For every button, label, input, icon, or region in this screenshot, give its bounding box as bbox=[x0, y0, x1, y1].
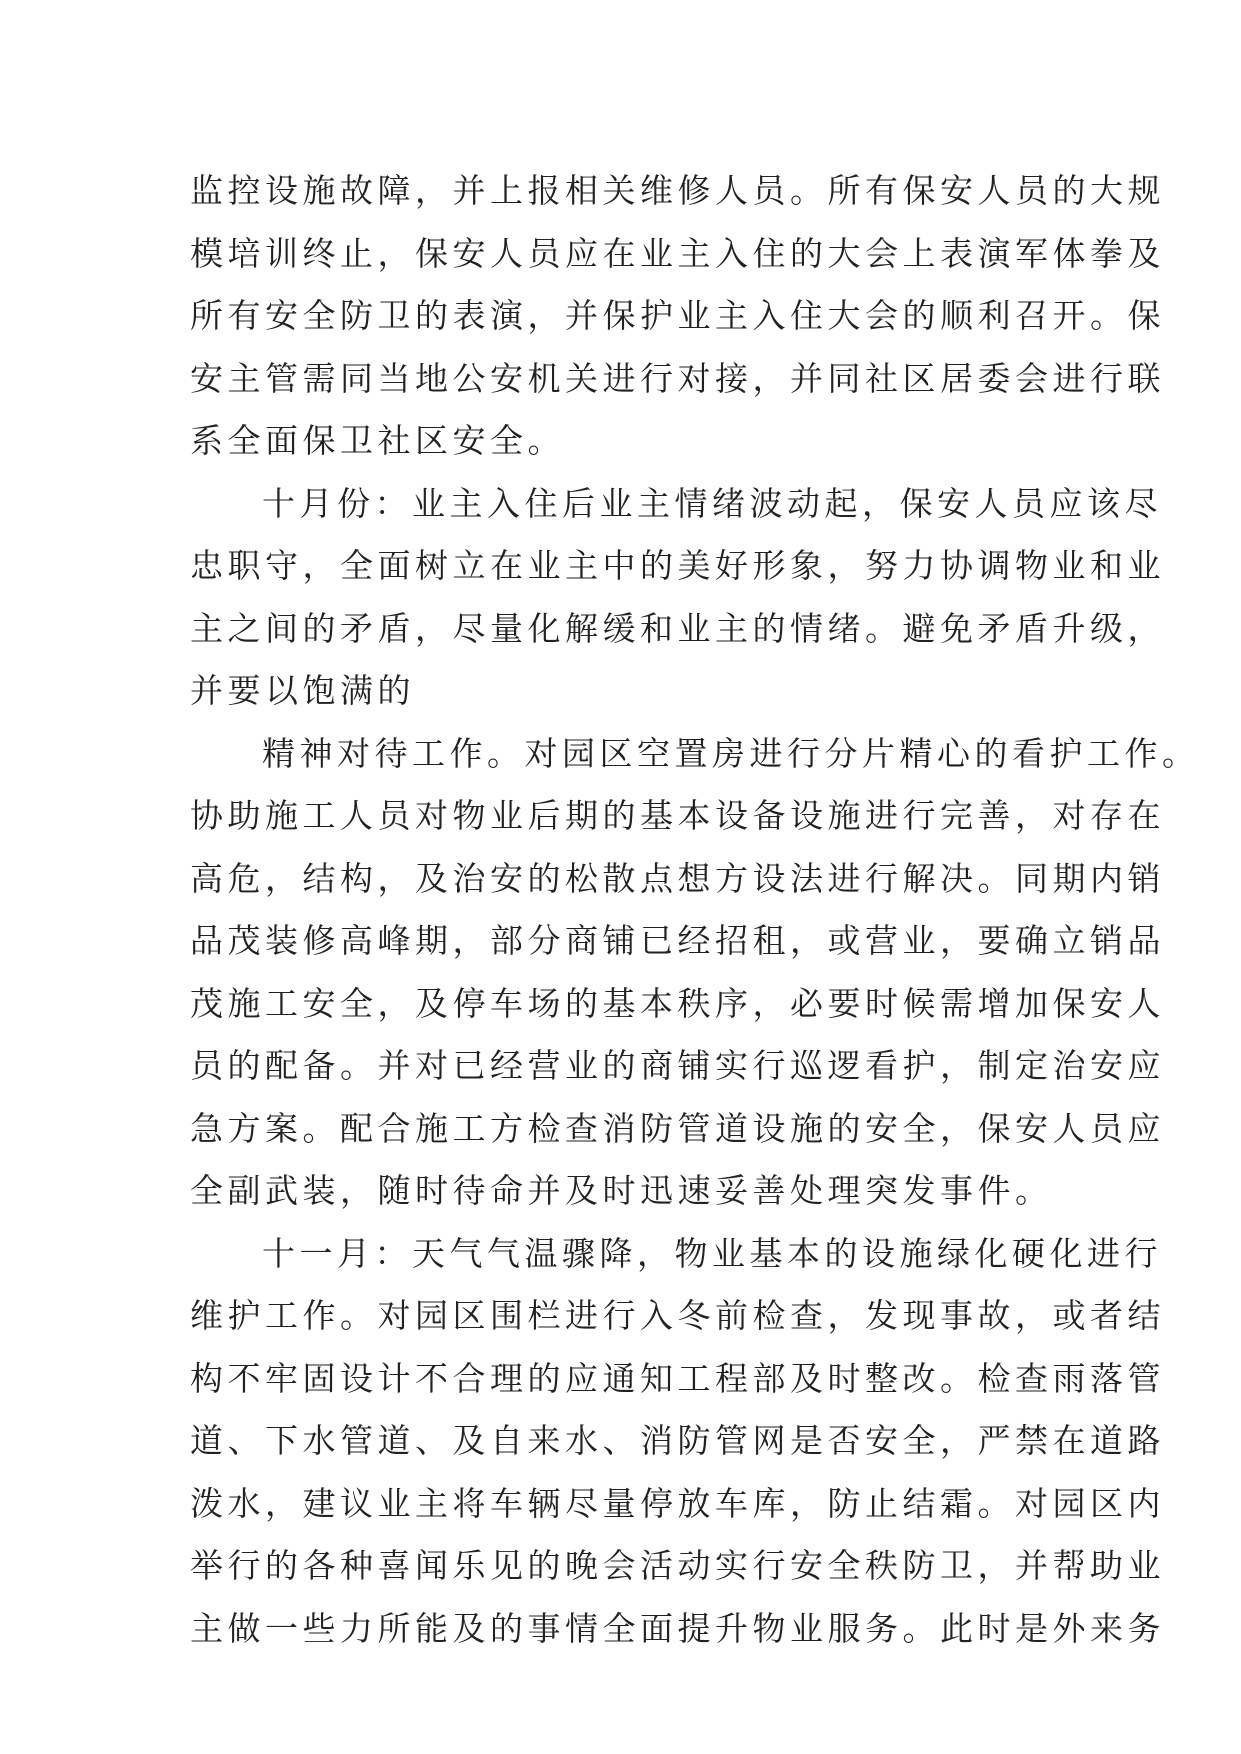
text-line: 监控设施故障，并上报相关维修人员。所有保安人员的大规 bbox=[190, 171, 1165, 210]
body-text bbox=[190, 160, 1200, 1660]
text-line: 品茂装修高峰期，部分商铺已经招租，或营业，要确立销品 bbox=[190, 921, 1165, 960]
text-line: 主之间的矛盾，尽量化解缓和业主的情绪。避免矛盾升级， bbox=[190, 608, 1165, 648]
paragraph-start-october: 十月份：业主入住后业主情绪波动起，保安人员应该尽 bbox=[262, 483, 1162, 523]
text-line: 构不牢固设计不合理的应通知工程部及时整改。检查雨落管 bbox=[190, 1358, 1165, 1398]
text-line: 道、下水管道、及自来水、消防管网是否安全，严禁在道路 bbox=[190, 1421, 1165, 1460]
paragraph-start-spirit: 精神对待工作。对园区空置房进行分片精心的看护工作。 bbox=[262, 733, 1200, 773]
text-line: 泼水，建议业主将车辆尽量停放车库，防止结霜。对园区内 bbox=[190, 1483, 1165, 1523]
paragraph-start-november: 十一月：天气气温骤降，物业基本的设施绿化硬化进行 bbox=[262, 1233, 1162, 1273]
text-line: 协助施工人员对物业后期的基本设备设施进行完善，对存在 bbox=[190, 796, 1165, 835]
text-line: 模培训终止，保安人员应在业主入住的大会上表演军体拳及 bbox=[190, 233, 1165, 273]
text-line: 举行的各种喜闻乐见的晚会活动实行安全秩防卫，并帮助业 bbox=[190, 1546, 1165, 1585]
text-line: 并要以饱满的 bbox=[190, 671, 415, 710]
text-line: 系全面保卫社区安全。 bbox=[190, 421, 565, 460]
text-line: 高危，结构，及治安的松散点想方设法进行解决。同期内销 bbox=[190, 858, 1165, 898]
text-line: 急方案。配合施工方检查消防管道设施的安全，保安人员应 bbox=[190, 1108, 1165, 1148]
text-line: 安主管需同当地公安机关进行对接，并同社区居委会进行联 bbox=[190, 358, 1165, 398]
text-line: 所有安全防卫的表演，并保护业主入住大会的顺利召开。保 bbox=[190, 296, 1165, 335]
text-line: 茂施工安全，及停车场的基本秩序，必要时候需增加保安人 bbox=[190, 983, 1165, 1023]
text-line: 主做一些力所能及的事情全面提升物业服务。此时是外来务 bbox=[190, 1608, 1165, 1648]
text-line: 维护工作。对园区围栏进行入冬前检查，发现事故，或者结 bbox=[190, 1296, 1165, 1335]
text-line: 忠职守，全面树立在业主中的美好形象，努力协调物业和业 bbox=[190, 546, 1165, 585]
text-line: 全副武装，随时待命并及时迅速妥善处理突发事件。 bbox=[190, 1171, 1053, 1210]
text-line: 员的配备。并对已经营业的商铺实行巡逻看护，制定治安应 bbox=[190, 1046, 1165, 1085]
